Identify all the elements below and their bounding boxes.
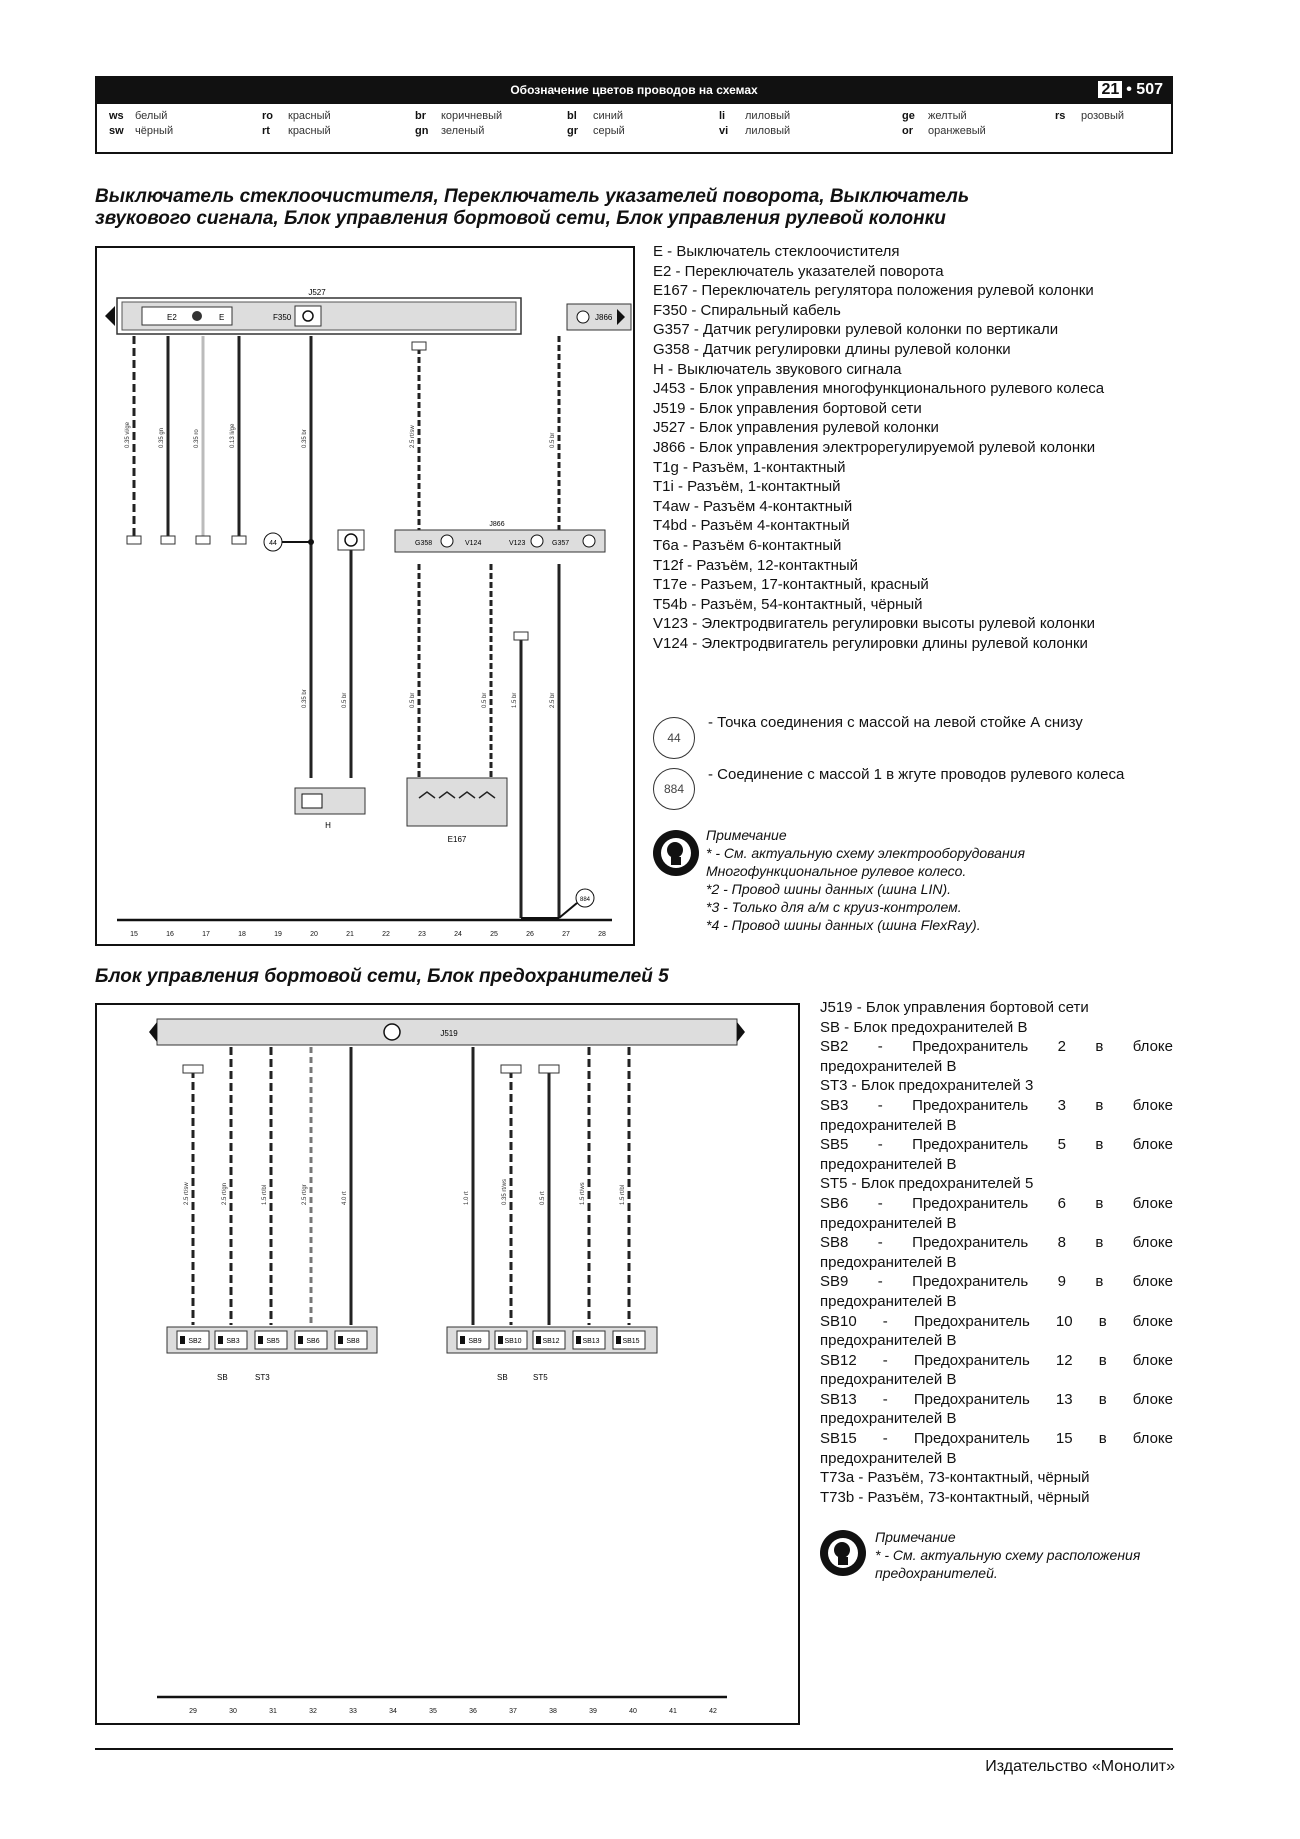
diagram1-svg xyxy=(97,248,633,944)
mid-bus-part: V124 xyxy=(465,540,482,547)
bottom-position-number: 35 xyxy=(429,1708,437,1715)
legend-entry: SB6 - Предохранитель 6 в блоке предохранителей В xyxy=(820,1194,1173,1232)
wire-label: 0.5 br xyxy=(550,432,556,448)
legend-entry: SB15 - Предохранитель 15 в блоке предохранителей В xyxy=(820,1430,1173,1467)
ground-44-symbol: 44 xyxy=(653,717,695,759)
note-title: Примечание xyxy=(875,1529,956,1545)
legend-item: rt красный xyxy=(262,125,331,137)
legend-title-bar xyxy=(97,78,1171,104)
fuse-symbol xyxy=(498,1336,503,1344)
bottom-position-number: 17 xyxy=(202,931,210,938)
fuse-label: SB6 xyxy=(306,1338,320,1345)
bottom-position-number: 26 xyxy=(526,931,534,938)
legend-grid xyxy=(97,104,1171,152)
legend-item: br коричневый xyxy=(415,110,503,122)
legend-item: ro красный xyxy=(262,110,331,122)
horn-label: H xyxy=(325,821,331,830)
publisher: Издательство «Монолит» xyxy=(985,1758,1175,1775)
bottom-position-number: 40 xyxy=(629,1708,637,1715)
note-line: * - См. актуальную схему электрооборудования Многофункциональное рулевое колесо. xyxy=(706,845,1025,879)
bottom-position-number: 33 xyxy=(349,1708,357,1715)
legend-entry: J453 - Блок управления многофункционального рулевого колеса xyxy=(653,380,1105,398)
bottom-position-number: 22 xyxy=(382,931,390,938)
diagram-steering-column xyxy=(95,246,635,946)
page-badge: 21 • 507 xyxy=(1098,81,1163,99)
wire-label: 0.35 ro xyxy=(194,429,200,448)
bottom-position-number: 39 xyxy=(589,1708,597,1715)
page-number: 507 xyxy=(1136,81,1163,98)
top-bus-label: J527 xyxy=(308,288,326,297)
bottom-position-number: 29 xyxy=(189,1708,197,1715)
bottom-position-number: 34 xyxy=(389,1708,397,1715)
legend-entry: T12f - Разъём, 12-контактный xyxy=(653,556,859,574)
wire-label: 0.35 vi/ge xyxy=(125,421,131,448)
wire-label: 0.35 rt/ws xyxy=(502,1178,508,1205)
bottom-position-number: 28 xyxy=(598,931,606,938)
fuse-symbol xyxy=(576,1336,581,1344)
ground-44-label: 44 xyxy=(269,540,277,547)
legend-entry: SB2 - Предохранитель 2 в блоке предохранителей В xyxy=(820,1038,1173,1075)
legend-entry: T54b - Разъём, 54-контактный, чёрный xyxy=(653,595,923,613)
bottom-position-number: 20 xyxy=(310,931,318,938)
legend-entry: SB3 - Предохранитель 3 в блоке предохранителей В xyxy=(820,1096,1173,1134)
legend-entry: T6a - Разъём 6-контактный xyxy=(653,536,842,554)
legend-entry: G357 - Датчик регулировки рулевой колонки по вертикали xyxy=(653,321,1059,339)
legend-entry: T1i - Разъём, 1-контактный xyxy=(653,478,841,496)
fuse-block-label: ST5 xyxy=(533,1373,548,1382)
legend-entry: ST5 - Блок предохранителей 5 xyxy=(820,1175,1034,1193)
bottom-position-number: 36 xyxy=(469,1708,477,1715)
chapter-number: 21 xyxy=(1098,81,1122,98)
fuse-block-label: SB xyxy=(217,1373,228,1382)
bus-part-label: F350 xyxy=(273,313,292,322)
bottom-position-number: 42 xyxy=(709,1708,717,1715)
note-line: * - См. актуальную схему расположения предохранителей. xyxy=(875,1547,1141,1581)
bus-part-label: E xyxy=(219,313,225,322)
wire-label: 1.5 rt/bl xyxy=(620,1184,626,1205)
fuse-symbol xyxy=(536,1336,541,1344)
wire-label: 0.35 br xyxy=(302,689,308,708)
fuse-symbol xyxy=(460,1336,465,1344)
legend-item: sw чёрный xyxy=(109,125,174,137)
bottom-position-number: 24 xyxy=(454,931,462,938)
bottom-position-number: 15 xyxy=(130,931,138,938)
legend-entry: T4bd - Разъём 4-контактный xyxy=(653,517,850,535)
legend-item: ws белый xyxy=(109,110,168,122)
fuse-label: SB2 xyxy=(188,1338,202,1345)
bottom-position-number: 21 xyxy=(346,931,354,938)
mid-bus-label: J866 xyxy=(489,521,505,528)
legend-entry: T1g - Разъём, 1-контактный xyxy=(653,458,846,476)
fuse-label: SB9 xyxy=(468,1338,482,1345)
bottom-position-number: 31 xyxy=(269,1708,277,1715)
wire-label: 4.0 rt xyxy=(342,1191,348,1205)
bottom-position-number: 41 xyxy=(669,1708,677,1715)
note-line: *4 - Провод шины данных (шина FlexRay). xyxy=(706,917,981,933)
wire-label: 1.5 rt/bl xyxy=(262,1184,268,1205)
wire-label: 0.5 br xyxy=(410,692,416,708)
legend-title: Обозначение цветов проводов на схемах xyxy=(510,83,758,97)
legend-entry: E167 - Переключатель регулятора положения рулевой колонки xyxy=(653,282,1094,300)
fuse-symbol xyxy=(298,1336,303,1344)
legend-entry: SB12 - Предохранитель 12 в блоке предохранителей В xyxy=(820,1351,1173,1389)
fuse-block-label: ST3 xyxy=(255,1373,270,1382)
bus-part-label: E2 xyxy=(167,313,177,322)
section1-note xyxy=(706,826,1173,934)
wire-label: 0.5 br xyxy=(342,692,348,708)
legend-entry: J527 - Блок управления рулевой колонки xyxy=(653,419,939,437)
legend-entry: H - Выключатель звукового сигнала xyxy=(653,360,902,378)
wire-label: 2.5 br xyxy=(550,692,556,708)
ground-44-desc: - Точка соединения с массой на левой стойке А снизу xyxy=(708,714,1083,731)
legend-item: bl синий xyxy=(567,110,624,122)
fuse-label: SB8 xyxy=(346,1338,360,1345)
bottom-position-number: 18 xyxy=(238,931,246,938)
fuse-label: SB12 xyxy=(542,1338,560,1345)
section2-note xyxy=(875,1528,1173,1582)
legend-entry: J519 - Блок управления бортовой сети xyxy=(820,999,1089,1016)
note-lightbulb-icon xyxy=(653,830,699,876)
legend-entry: SB10 - Предохранитель 10 в блоке предохранителей В xyxy=(820,1312,1173,1350)
bottom-position-number: 19 xyxy=(274,931,282,938)
note-lightbulb-icon xyxy=(820,1530,866,1576)
legend-entry: J519 - Блок управления бортовой сети xyxy=(653,399,922,417)
legend-entry: V124 - Электродвигатель регулировки длины рулевой колонки xyxy=(653,634,1088,652)
legend-entry: T17e - Разъем, 17-контактный, красный xyxy=(653,576,929,594)
fuse-symbol xyxy=(180,1336,185,1344)
fuse-label: SB13 xyxy=(582,1338,600,1345)
note-line: *3 - Только для а/м с круиз-контролем. xyxy=(706,899,962,915)
legend-entry: E2 - Переключатель указателей поворота xyxy=(653,262,944,280)
fuse-symbol xyxy=(338,1336,343,1344)
legend-item: ge желтый xyxy=(902,110,967,122)
wire-label: 0.5 rt xyxy=(540,1191,546,1205)
fuse-symbol xyxy=(218,1336,223,1344)
diagram-fuse-block xyxy=(95,1003,800,1725)
wire-label: 2.5 rt/sw xyxy=(184,1182,190,1205)
wire-label: 0.35 br xyxy=(302,429,308,448)
legend-entry: E - Выключатель стеклоочистителя xyxy=(653,243,900,260)
ground-884-desc: - Соединение с массой 1 в жгуте проводов рулевого колеса xyxy=(708,766,1125,783)
legend-entry: SB13 - Предохранитель 13 в блоке предохранителей В xyxy=(820,1390,1173,1428)
legend-entry: F350 - Спиральный кабель xyxy=(653,301,841,319)
fuse-label: SB5 xyxy=(266,1338,280,1345)
wire-label: 1.0 rt xyxy=(464,1191,470,1205)
right-bus-label: J866 xyxy=(595,313,613,322)
section1-title: Выключатель стеклоочистителя, Переключатель указателей поворота, Выключатель звукового сигнала, Блок управления бортовой сети, Блок управления рулевой колонки xyxy=(95,186,970,229)
wire-label: 2.5 rt/gr xyxy=(302,1184,308,1205)
legend-entry: SB9 - Предохранитель 9 в блоке предохранителей В xyxy=(820,1273,1173,1310)
legend-item: gn зеленый xyxy=(415,125,485,137)
bottom-position-number: 38 xyxy=(549,1708,557,1715)
ground-884-label: 884 xyxy=(579,897,591,903)
fuse-label: SB15 xyxy=(622,1338,640,1345)
fuse-block-label: SB xyxy=(497,1373,508,1382)
legend-entry: G358 - Датчик регулировки длины рулевой колонки xyxy=(653,340,1011,358)
note-title: Примечание xyxy=(706,827,787,843)
bottom-position-number: 25 xyxy=(490,931,498,938)
note-line: *2 - Провод шины данных (шина LIN). xyxy=(706,881,952,897)
fuse-label: SB10 xyxy=(504,1338,522,1345)
diagram2-svg xyxy=(97,1005,798,1723)
wire-label: 2.5 rt/sw xyxy=(410,425,416,448)
footer-divider xyxy=(95,1748,1173,1750)
bottom-position-number: 27 xyxy=(562,931,570,938)
wire-label: 0.35 gn xyxy=(159,427,165,448)
fuse-symbol xyxy=(616,1336,621,1344)
mid-bus-part: V123 xyxy=(509,540,526,547)
legend-entry: V123 - Электродвигатель регулировки высоты рулевой колонки xyxy=(653,615,1096,633)
wire-label: 1.5 rt/ws xyxy=(580,1182,586,1205)
section1-legend-list xyxy=(653,242,1173,653)
wire-label: 0.5 br xyxy=(482,692,488,708)
legend-item: rs розовый xyxy=(1055,110,1125,122)
legend-item: li лиловый xyxy=(719,110,791,122)
fuse-symbol xyxy=(258,1336,263,1344)
fuse-label: SB3 xyxy=(226,1338,240,1345)
legend-item: or оранжевый xyxy=(902,125,986,137)
top-bus-label: J519 xyxy=(440,1029,458,1038)
bottom-position-number: 32 xyxy=(309,1708,317,1715)
wire-label: 0.13 li/ge xyxy=(230,423,236,448)
legend-entry: SB - Блок предохранителей В xyxy=(820,1018,1028,1036)
legend-item: vi лиловый xyxy=(719,125,791,137)
mid-bus-part: G357 xyxy=(552,540,570,547)
section2-title: Блок управления бортовой сети, Блок предохранителей 5 xyxy=(95,966,669,987)
legend-entry: SB8 - Предохранитель 8 в блоке предохранителей В xyxy=(820,1234,1173,1271)
bottom-position-number: 30 xyxy=(229,1708,237,1715)
legend-entry: T4aw - Разъём 4-контактный xyxy=(653,497,853,515)
legend-entry: J866 - Блок управления электрорегулируемой рулевой колонки xyxy=(653,438,1096,456)
mid-bus-part: G358 xyxy=(415,540,433,547)
wire-label: 2.5 rt/gn xyxy=(222,1182,228,1205)
wire-label: 1.5 br xyxy=(512,692,518,708)
legend-entry: SB5 - Предохранитель 5 в блоке предохранителей В xyxy=(820,1136,1173,1173)
legend-entry: T73a - Разъём, 73-контактный, чёрный xyxy=(820,1469,1090,1487)
ground-884-symbol: 884 xyxy=(653,768,695,810)
legend-item: gr серый xyxy=(567,125,625,137)
motor-label: E167 xyxy=(447,835,467,844)
wire-color-legend xyxy=(95,76,1173,154)
bottom-position-number: 23 xyxy=(418,931,426,938)
legend-entry: T73b - Разъём, 73-контактный, чёрный xyxy=(820,1488,1090,1506)
legend-entry: ST3 - Блок предохранителей 3 xyxy=(820,1077,1034,1095)
bottom-position-number: 37 xyxy=(509,1708,517,1715)
bottom-position-number: 16 xyxy=(166,931,174,938)
section2-legend-list xyxy=(820,998,1173,1507)
